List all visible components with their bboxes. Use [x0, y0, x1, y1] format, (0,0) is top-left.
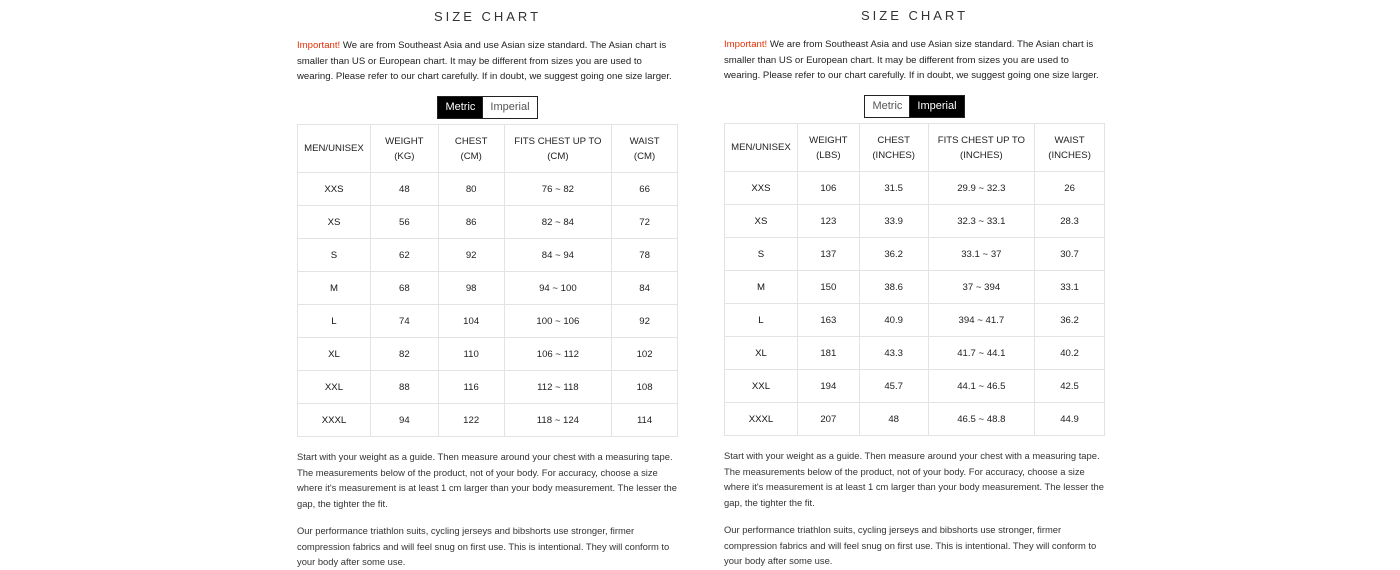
chest-cell: 36.2 [859, 238, 928, 271]
chest-cell: 38.6 [859, 271, 928, 304]
header-fits-chest: FITS CHEST UP TO (INCHES) [928, 124, 1035, 172]
waist-cell: 28.3 [1035, 205, 1105, 238]
table-row [725, 172, 1105, 205]
weight-cell: 94 [370, 404, 438, 437]
waist-cell: 78 [612, 239, 678, 272]
measuring-guide: Start with your weight as a guide. Then measure around your chest with a measuring tape. The measurements below of the product, not of your body. For accuracy, choose a size where it's measurement is at least 1 cm larger than your body measurement. The lesser the gap, the tighter the fit. [724, 450, 1104, 509]
size-chart-metric [297, 0, 678, 570]
size-cell: S [298, 239, 371, 272]
table-row [298, 173, 678, 206]
size-table [297, 124, 678, 437]
chest-cell: 98 [438, 272, 504, 305]
waist-cell: 102 [612, 338, 678, 371]
fits-chest-cell: 394 ~ 41.7 [928, 304, 1035, 337]
chest-cell: 45.7 [859, 370, 928, 403]
fits-chest-cell: 82 ~ 84 [504, 206, 612, 239]
table-row [725, 271, 1105, 304]
performance-note: Our performance triathlon suits, cycling jerseys and bibshorts use stronger, firmer compression fabrics and will feel snug on first use. This is intentional. They will conform to your body after some use. [724, 523, 1097, 567]
waist-cell: 33.1 [1035, 271, 1105, 304]
table-row [298, 206, 678, 239]
chest-cell: 116 [438, 371, 504, 404]
chest-cell: 92 [438, 239, 504, 272]
size-notice [724, 37, 1105, 84]
table-row [298, 371, 678, 404]
important-label: Important! [297, 40, 341, 51]
fits-chest-cell: 44.1 ~ 46.5 [928, 370, 1035, 403]
fits-chest-cell: 112 ~ 118 [504, 371, 612, 404]
size-cell: XXXL [298, 404, 371, 437]
weight-cell: 194 [797, 370, 859, 403]
chest-cell: 48 [859, 403, 928, 436]
waist-cell: 42.5 [1035, 370, 1105, 403]
weight-cell: 163 [797, 304, 859, 337]
chest-cell: 86 [438, 206, 504, 239]
table-header-row [725, 124, 1105, 172]
header-size: MEN/UNISEX [298, 125, 371, 173]
fits-chest-cell: 84 ~ 94 [504, 239, 612, 272]
weight-cell: 88 [370, 371, 438, 404]
table-row [725, 238, 1105, 271]
chest-cell: 40.9 [859, 304, 928, 337]
fits-chest-cell: 46.5 ~ 48.8 [928, 403, 1035, 436]
size-notice [297, 38, 678, 85]
weight-cell: 74 [370, 305, 438, 338]
notice-text: We are from Southeast Asia and use Asian size standard. The Asian chart is smaller than US or European chart. It may be different from sizes you are used to wearing. Please refer to our chart carefully. If in doubt, we suggest going one size larger. [297, 40, 672, 83]
fits-chest-cell: 76 ~ 82 [504, 173, 612, 206]
metric-tab[interactable]: Metric [437, 96, 483, 119]
chest-cell: 80 [438, 173, 504, 206]
size-cell: L [725, 304, 798, 337]
header-waist: WAIST (CM) [612, 125, 678, 173]
weight-cell: 106 [797, 172, 859, 205]
fits-chest-cell: 106 ~ 112 [504, 338, 612, 371]
weight-cell: 207 [797, 403, 859, 436]
imperial-tab[interactable]: Imperial [483, 96, 537, 119]
important-label: Important! [724, 39, 768, 50]
size-cell: XL [298, 338, 371, 371]
weight-cell: 48 [370, 173, 438, 206]
table-row [298, 305, 678, 338]
size-cell: M [298, 272, 371, 305]
table-row [725, 304, 1105, 337]
size-chart-title: SIZE CHART [433, 9, 542, 24]
chest-cell: 104 [438, 305, 504, 338]
table-row [298, 239, 678, 272]
table-header-row [298, 125, 678, 173]
table-row [298, 338, 678, 371]
header-chest: CHEST (INCHES) [859, 124, 928, 172]
chest-cell: 110 [438, 338, 504, 371]
size-cell: XXL [725, 370, 798, 403]
unit-toggle [297, 96, 678, 119]
notice-text: We are from Southeast Asia and use Asian size standard. The Asian chart is smaller than US or European chart. It may be different from sizes you are used to wearing. Please refer to our chart carefully. If in doubt, we suggest going one size larger. [724, 39, 1099, 82]
waist-cell: 36.2 [1035, 304, 1105, 337]
weight-cell: 62 [370, 239, 438, 272]
size-cell: XS [298, 206, 371, 239]
waist-cell: 40.2 [1035, 337, 1105, 370]
size-chart-title: SIZE CHART [860, 8, 969, 23]
fits-chest-cell: 33.1 ~ 37 [928, 238, 1035, 271]
waist-cell: 84 [612, 272, 678, 305]
weight-cell: 56 [370, 206, 438, 239]
weight-cell: 82 [370, 338, 438, 371]
fits-chest-cell: 94 ~ 100 [504, 272, 612, 305]
header-size: MEN/UNISEX [725, 124, 798, 172]
size-cell: M [725, 271, 798, 304]
chest-cell: 33.9 [859, 205, 928, 238]
weight-cell: 68 [370, 272, 438, 305]
size-cell: XXXL [725, 403, 798, 436]
size-table [724, 123, 1105, 436]
chest-cell: 122 [438, 404, 504, 437]
weight-cell: 137 [797, 238, 859, 271]
header-weight: WEIGHT (KG) [370, 125, 438, 173]
waist-cell: 66 [612, 173, 678, 206]
header-chest: CHEST (CM) [438, 125, 504, 173]
size-cell: L [298, 305, 371, 338]
fits-chest-cell: 41.7 ~ 44.1 [928, 337, 1035, 370]
fits-chest-cell: 29.9 ~ 32.3 [928, 172, 1035, 205]
size-cell: XXS [298, 173, 371, 206]
imperial-tab[interactable]: Imperial [910, 95, 964, 118]
waist-cell: 72 [612, 206, 678, 239]
fits-chest-cell: 100 ~ 106 [504, 305, 612, 338]
header-waist: WAIST (INCHES) [1035, 124, 1105, 172]
size-cell: XS [725, 205, 798, 238]
table-row [725, 370, 1105, 403]
measuring-guide: Start with your weight as a guide. Then measure around your chest with a measuring tape. The measurements below of the product, not of your body. For accuracy, choose a size where it's measurement is at least 1 cm larger than your body measurement. The lesser the gap, the tighter the fit. [297, 451, 677, 510]
size-cell: XXL [298, 371, 371, 404]
table-row [725, 403, 1105, 436]
weight-cell: 181 [797, 337, 859, 370]
size-cell: XXS [725, 172, 798, 205]
metric-tab[interactable]: Metric [864, 95, 910, 118]
size-cell: XL [725, 337, 798, 370]
weight-cell: 150 [797, 271, 859, 304]
fits-chest-cell: 37 ~ 394 [928, 271, 1035, 304]
unit-toggle [724, 95, 1105, 118]
table-row [725, 205, 1105, 238]
fits-chest-cell: 32.3 ~ 33.1 [928, 205, 1035, 238]
waist-cell: 30.7 [1035, 238, 1105, 271]
chest-cell: 31.5 [859, 172, 928, 205]
weight-cell: 123 [797, 205, 859, 238]
header-fits-chest: FITS CHEST UP TO (CM) [504, 125, 612, 173]
header-weight: WEIGHT (LBS) [797, 124, 859, 172]
waist-cell: 44.9 [1035, 403, 1105, 436]
table-row [725, 337, 1105, 370]
chest-cell: 43.3 [859, 337, 928, 370]
size-cell: S [725, 238, 798, 271]
waist-cell: 108 [612, 371, 678, 404]
size-chart-imperial [724, 0, 1105, 569]
waist-cell: 114 [612, 404, 678, 437]
performance-note: Our performance triathlon suits, cycling jerseys and bibshorts use stronger, firmer compression fabrics and will feel snug on first use. This is intentional. They will conform to your body after some use. [297, 524, 670, 568]
fits-chest-cell: 118 ~ 124 [504, 404, 612, 437]
waist-cell: 26 [1035, 172, 1105, 205]
waist-cell: 92 [612, 305, 678, 338]
table-row [298, 404, 678, 437]
table-row [298, 272, 678, 305]
